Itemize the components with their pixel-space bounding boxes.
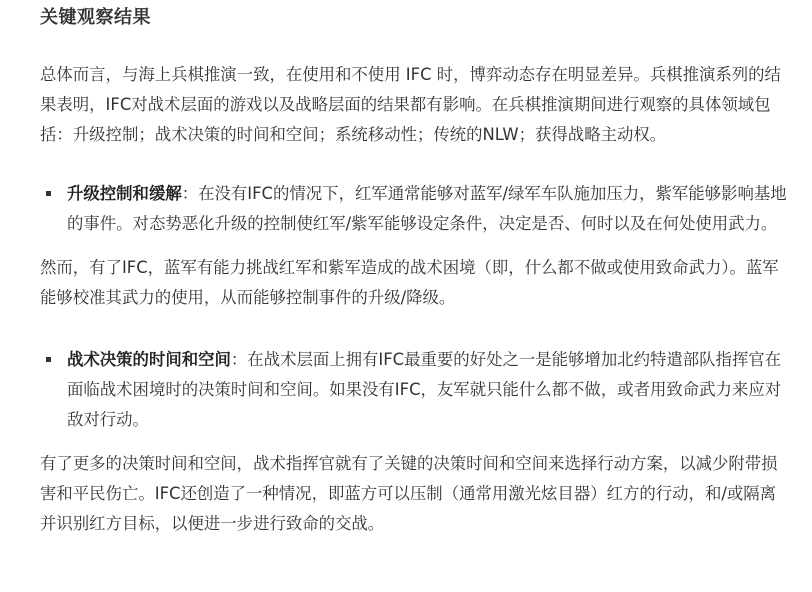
bullet-square-icon bbox=[46, 191, 51, 196]
bullet-term: 战术决策的时间和空间 bbox=[67, 350, 231, 369]
bullet-item-escalation-control bbox=[40, 179, 788, 239]
bullet-list-escalation bbox=[40, 179, 788, 239]
bullet-term: 升级控制和缓解 bbox=[67, 184, 182, 203]
bullet-square-icon bbox=[46, 357, 51, 362]
bullet-text: ：在没有IFC的情况下，红军通常能够对蓝军/绿军车队施加压力，紫军能够影响基地的事件。对态势恶化升级的控制使红军/紫军能够设定条件，决定是否、何时以及在何处使用武力。 bbox=[67, 184, 787, 233]
intro-paragraph: 总体而言，与海上兵棋推演一致，在使用和不使用 IFC 时，博弈动态存在明显差异。兵棋推演系列的结果表明，IFC对战术层面的游戏以及战略层面的结果都有影响。在兵棋推演期间进行观察的具体领域包括：升级控制；战术决策的时间和空间；系统移动性；传统的NLW；获得战略主动权。 bbox=[40, 65, 781, 144]
bullet-text: ：在战术层面上拥有IFC最重要的好处之一是能够增加北约特遣部队指挥官在面临战术困境时的决策时间和空间。如果没有IFC，友军就只能什么都不做，或者用致命武力来应对敌对行动。 bbox=[67, 350, 782, 429]
bullet-list-decision bbox=[40, 345, 788, 435]
escalation-followup-paragraph: 然而，有了IFC，蓝军有能力挑战红军和紫军造成的战术困境（即，什么都不做或使用致命武力）。蓝军能够校准其武力的使用，从而能够控制事件的升级/降级。 bbox=[40, 258, 779, 307]
decision-followup-paragraph: 有了更多的决策时间和空间，战术指挥官就有了关键的决策时间和空间来选择行动方案，以减少附带损害和平民伤亡。IFC还创造了一种情况，即蓝方可以压制（通常用激光炫目器）红方的行动，和/或隔离并识别红方目标，以便进一步进行致命的交战。 bbox=[40, 454, 778, 533]
bullet-item-decision-time-space bbox=[40, 345, 788, 435]
section-heading: 关键观察结果 bbox=[40, 7, 151, 28]
